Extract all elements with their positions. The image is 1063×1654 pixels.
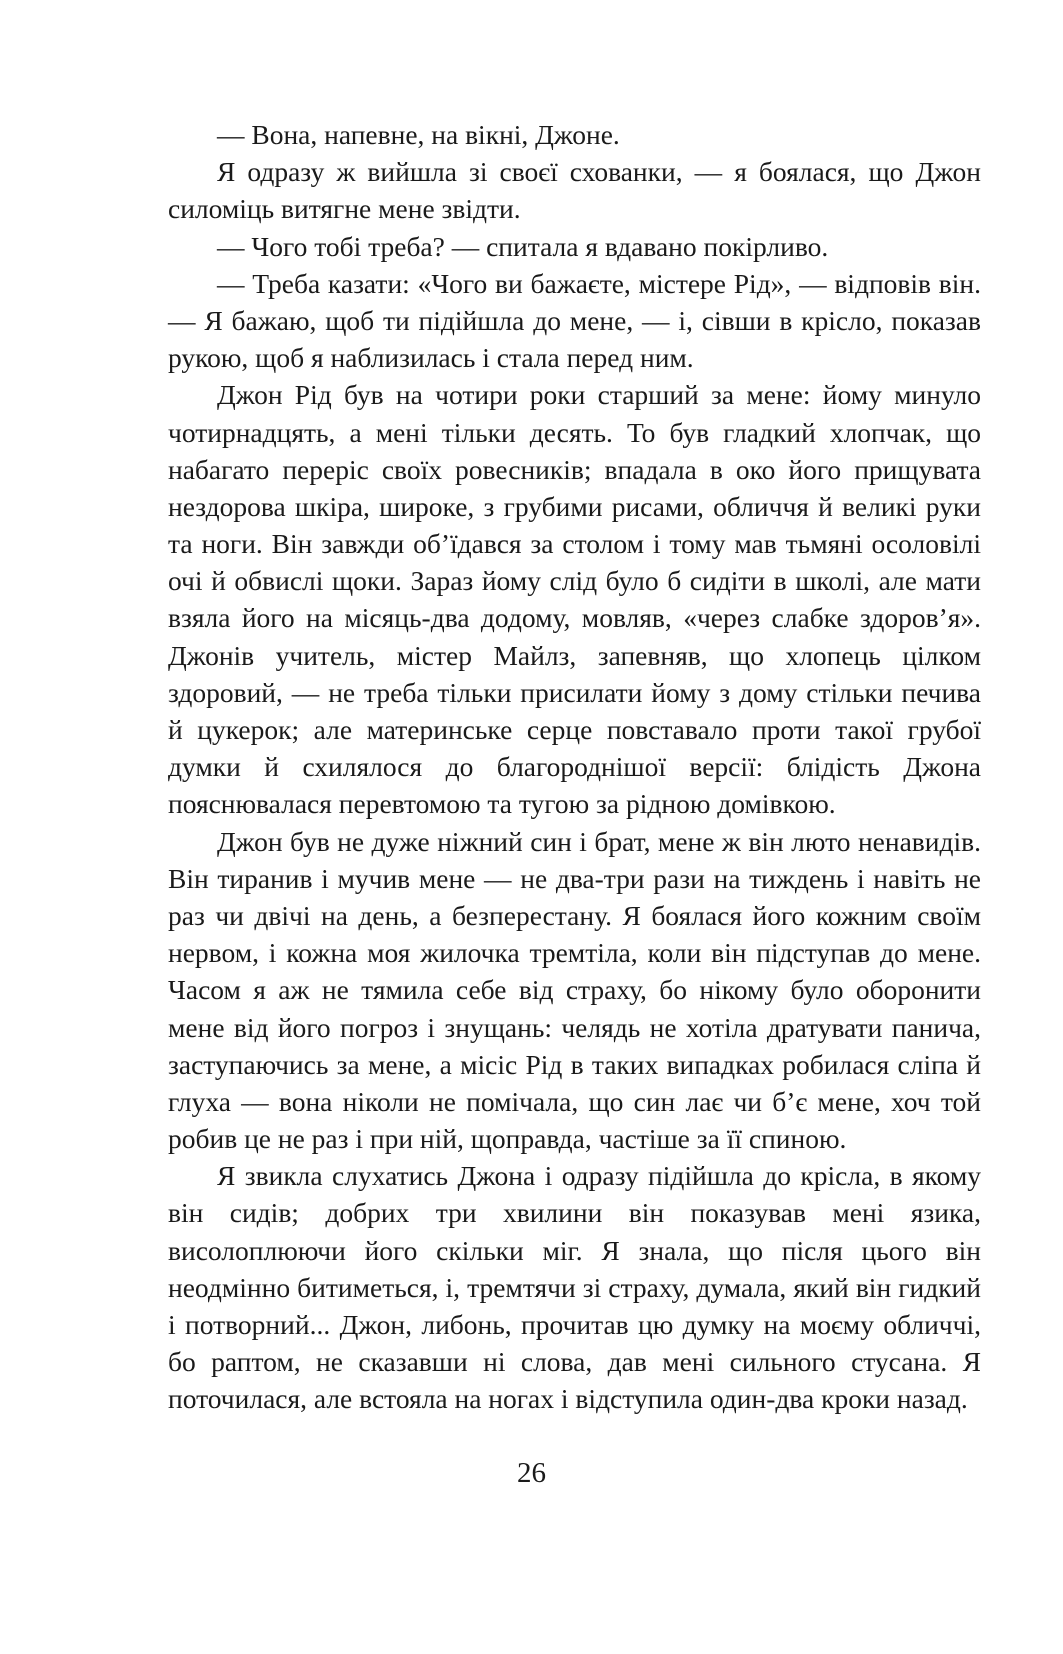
paragraph: — Чого тобі треба? — спитала я вдавано покірливо.: [217, 230, 829, 262]
paragraph: Я одразу ж вийшла зі своєї схованки, — я боялася, що Джон силоміць витягне мене звідти.: [168, 156, 981, 225]
paragraph: — Треба казати: «Чого ви бажаєте, містере Рід», — відповів він. — Я бажаю, щоб ти підійшла до мене, — і, сівши в крісло, показав рукою, щоб я наблизилась і стала перед ним.: [168, 267, 981, 374]
paragraph: Джон був не дуже ніжний син і брат, мене ж він люто ненавидів. Він тиранив і мучив мене — не два-три рази на тиждень і навіть не раз чи двічі на день, а безперестану. Я боялася його кожним своїм нервом, і кожна моя жилочка тремтіла, коли він підступав до мене. Часом я аж не тямила себе від страху, бо нікому було оборонити мене від його погроз і знущань: челядь не хотіла дратувати панича, заступаючись за мене, а місіс Рід в таких випадках робилася сліпа й глуха — вона ніколи не помічала, що син лає чи б’є мене, хоч той робив це не раз і при ній, щоправда, частіше за її спиною.: [168, 825, 981, 1155]
paragraph: — Вона, напевне, на вікні, Джоне.: [217, 119, 620, 150]
body-text: [168, 116, 981, 1418]
paragraph: Джон Рід був на чотири роки старший за мене: йому минуло чотирнадцять, а мені тільки десять. То був гладкий хлопчак, що набагато переріс своїх ровесників; впадала в око його прищувата нездорова шкіра, широке, з грубими рисами, обличчя й великі руки та ноги. Він завжди об’їдався за столом і тому мав тьмяні осоловілі очі й обвислі щоки. Зараз йому слід було б сидіти в школі, але мати взяла його на місяць-два додому, мовляв, «через слабке здоров’я». Джонів учитель, містер Майлз, запевняв, що хлопець цілком здоровий, — не треба тільки присилати йому з дому стільки печива й цукерок; але материнське серце повставало проти такої грубої думки й схилялося до благороднішої версії: блідість Джона пояснювалася перевтомою та тугою за рідною домівкою.: [168, 379, 981, 820]
paragraph: Я звикла слухатись Джона і одразу підійшла до крісла, в якому він сидів; добрих три хвилини він показував мені язика, висолоплюючи його скільки міг. Я знала, що після цього він неодмінно битиметься, і, тремтячи зі страху, думала, який він гидкий і потворний... Джон, либонь, прочитав цю думку на моєму обличчі, бо раптом, не сказавши ні слова, дав мені сильного стусана. Я поточилася, але встояла на ногах і відступила один-два кроки назад.: [168, 1160, 981, 1415]
page-number: 26: [517, 1457, 546, 1489]
